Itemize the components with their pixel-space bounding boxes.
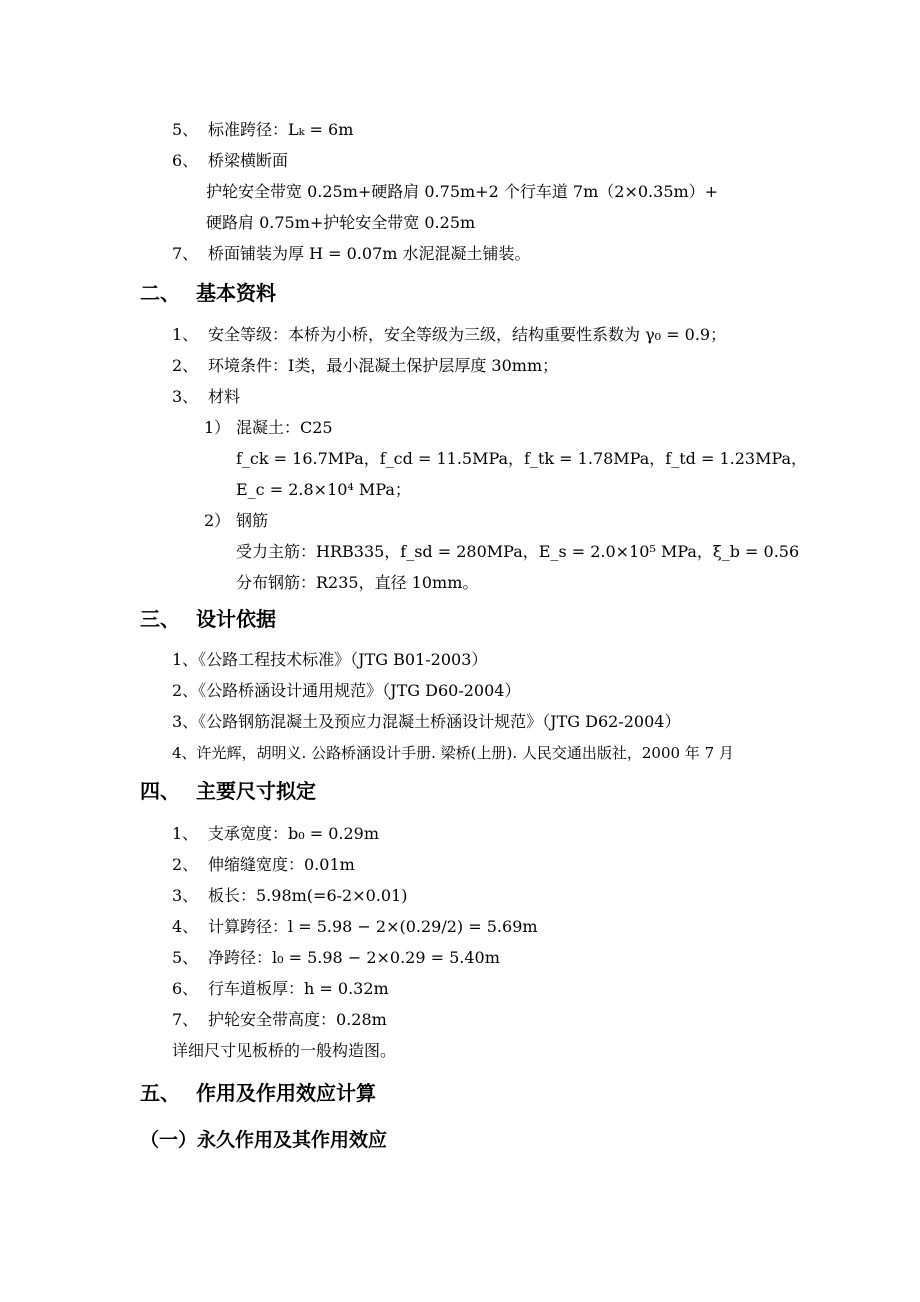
item-text: 护轮安全带宽 0.25m+硬路肩 0.75m+2 个行车道 7m（2×0.35m）+ [206, 182, 719, 201]
concrete-strengths [236, 449, 807, 469]
concrete-modulus [236, 480, 411, 500]
item-text: 标准跨径：Lₖ = 6m [208, 120, 354, 139]
item-text: 安全等级：本桥为小桥，安全等级为三级，结构重要性系数为 γ₀ = 0.9； [208, 325, 727, 344]
main-rebar [236, 542, 799, 562]
reference-text: 3、《公路钢筋混凝土及预应力混凝土桥涵设计规范》（JTG D62-2004） [172, 712, 681, 731]
section2-item-3 [172, 387, 240, 407]
section2-item-2 [172, 356, 558, 376]
reference-3 [172, 712, 680, 732]
item-text: E_c = 2.8×10⁴ MPa； [236, 480, 411, 499]
item-text: 受力主筋：HRB335，f_sd = 280MPa，E_s = 2.0×10⁵ MPa，ξ_b = 0.56 [236, 542, 800, 561]
item-number: 2） [204, 511, 231, 530]
item-text: 支承宽度：b₀ = 0.29m [208, 824, 380, 843]
section-title: 作用及作用效应计算 [196, 1081, 376, 1105]
dim-item-6 [172, 979, 389, 999]
item-text: 环境条件：Ⅰ类，最小混凝土保护层厚度 30mm； [208, 356, 559, 375]
item-number: 5、 [172, 120, 199, 139]
item-text: 桥面铺装为厚 H = 0.07m 水泥混凝土铺装。 [208, 244, 531, 263]
section-heading-2 [140, 280, 276, 306]
item-text: 混凝土：C25 [236, 418, 333, 437]
cross-section-line-1 [206, 182, 718, 202]
item-number: 7、 [172, 1010, 199, 1029]
section-number: 四、 [140, 779, 180, 803]
item-text: f_ck = 16.7MPa，f_cd = 11.5MPa，f_tk = 1.78MPa，f_td = 1.23MPa， [236, 449, 808, 468]
dim-item-2 [172, 855, 355, 875]
subsection-heading-1 [140, 1127, 387, 1153]
item-number: 5、 [172, 948, 199, 967]
item-text: 护轮安全带高度：0.28m [208, 1010, 387, 1029]
section-heading-5 [140, 1080, 376, 1106]
item-text: 伸缩缝宽度：0.01m [208, 855, 355, 874]
item-number: 3、 [172, 886, 199, 905]
section2-item-1 [172, 325, 726, 345]
reference-text: 1、《公路工程技术标准》（JTG B01-2003） [172, 650, 488, 669]
item-text: 钢筋 [236, 511, 269, 530]
section-heading-3 [140, 606, 276, 632]
dim-item-4 [172, 917, 538, 937]
item-text: 净跨径：l₀ = 5.98 − 2×0.29 = 5.40m [208, 948, 500, 967]
item-number: 7、 [172, 244, 199, 263]
dim-item-7 [172, 1010, 387, 1030]
section-number: 五、 [140, 1081, 180, 1105]
subsection-title: （一）永久作用及其作用效应 [140, 1129, 388, 1151]
dim-item-5 [172, 948, 500, 968]
intro-item-7 [172, 244, 531, 264]
item-text: 硬路肩 0.75m+护轮安全带宽 0.25m [206, 213, 476, 232]
intro-item-6 [172, 151, 288, 171]
dim-note [172, 1041, 396, 1061]
item-text: 计算跨径：l = 5.98 − 2×(0.29/2) = 5.69m [208, 917, 538, 936]
reference-1 [172, 650, 487, 670]
note-text: 详细尺寸见板桥的一般构造图。 [172, 1041, 397, 1060]
item-number: 4、 [172, 917, 199, 936]
item-text: 板长：5.98m(=6-2×0.01) [208, 886, 408, 905]
reference-text: 2、《公路桥涵设计通用规范》（JTG D60-2004） [172, 681, 521, 700]
item-number: 6、 [172, 979, 199, 998]
cross-section-line-2 [206, 213, 475, 233]
item-number: 3、 [172, 387, 199, 406]
intro-item-5 [172, 120, 353, 140]
reference-2 [172, 681, 520, 701]
reference-4 [172, 743, 734, 763]
distribution-rebar [236, 573, 478, 593]
section-title: 主要尺寸拟定 [196, 779, 316, 803]
section-number: 三、 [140, 607, 180, 631]
item-text: 桥梁横断面 [208, 151, 289, 170]
item-number: 6、 [172, 151, 199, 170]
item-text: 行车道板厚：h = 0.32m [208, 979, 389, 998]
dim-item-3 [172, 886, 408, 906]
material-steel [204, 511, 268, 531]
item-text: 材料 [208, 387, 241, 406]
section-number: 二、 [140, 281, 180, 305]
section-heading-4 [140, 778, 316, 804]
item-text: 分布钢筋：R235，直径 10mm。 [236, 573, 479, 592]
item-number: 1、 [172, 325, 199, 344]
material-concrete [204, 418, 333, 438]
item-number: 1） [204, 418, 231, 437]
reference-text: 4、许光辉，胡明义. 公路桥涵设计手册. 梁桥(上册). 人民交通出版社，2000 年 7 月 [172, 744, 734, 762]
section-title: 设计依据 [196, 607, 276, 631]
item-number: 2、 [172, 855, 199, 874]
item-number: 1、 [172, 824, 199, 843]
dim-item-1 [172, 824, 379, 844]
section-title: 基本资料 [196, 281, 276, 305]
item-number: 2、 [172, 356, 199, 375]
